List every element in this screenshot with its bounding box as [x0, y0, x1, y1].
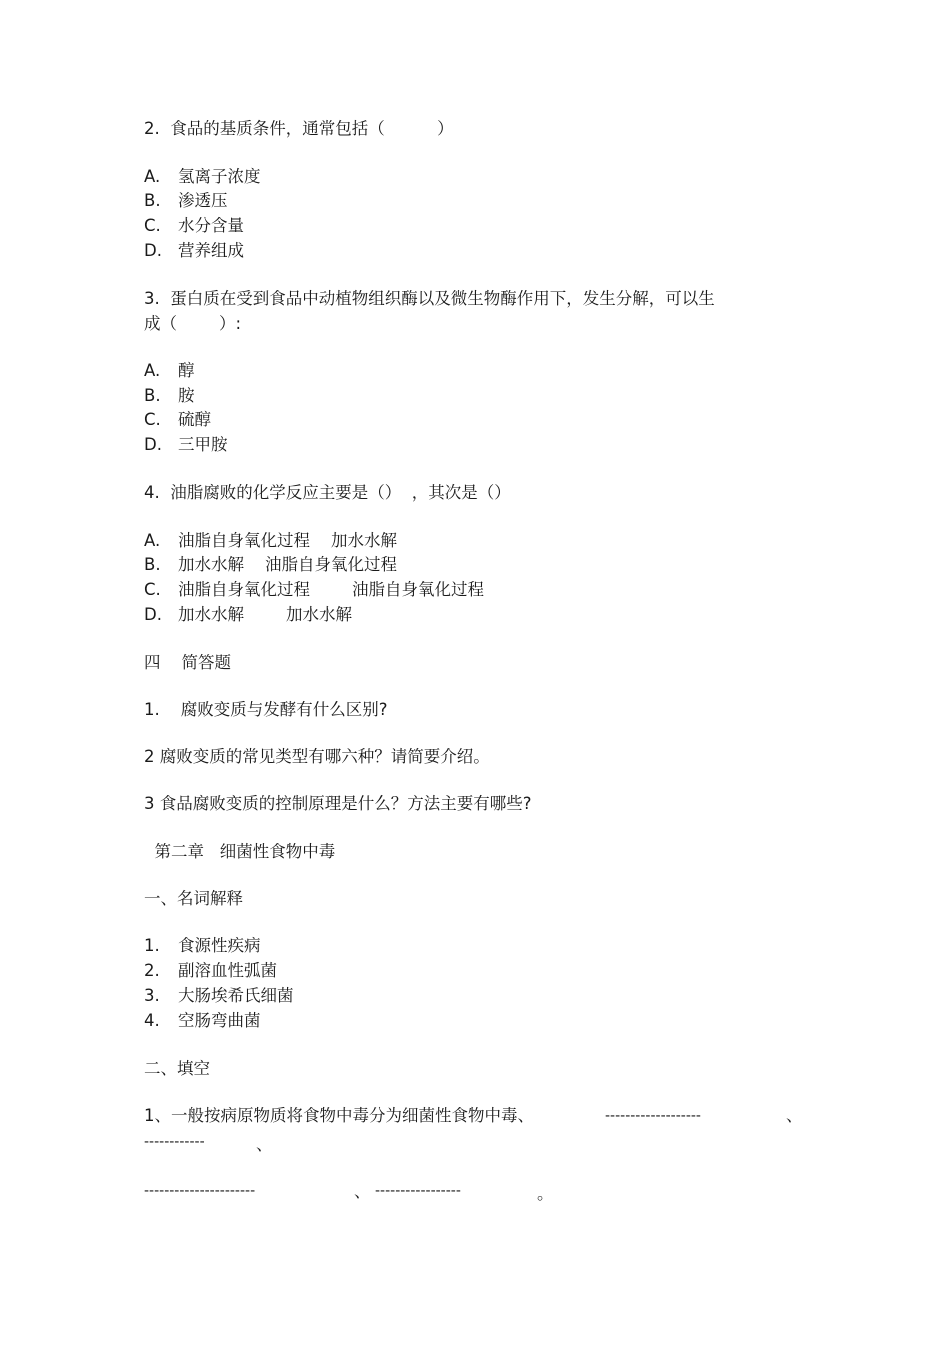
q3-option-a [144, 360, 195, 382]
term-text: 空肠弯曲菌 [178, 1011, 261, 1030]
fill-blank-3: ---------------------- [144, 1183, 256, 1199]
option-label: C. [144, 216, 161, 235]
term-4 [144, 1010, 261, 1032]
term-label: 4. [144, 1011, 160, 1030]
option-text: 三甲胺 [178, 435, 228, 454]
q2-option-d [144, 240, 244, 262]
term-3 [144, 985, 294, 1007]
option-label: D. [144, 605, 162, 624]
option-label: D. [144, 241, 162, 260]
short-answer-2: 2 腐败变质的常见类型有哪六种？请简要介绍。 [144, 747, 490, 766]
option-label: B. [144, 386, 161, 405]
q3-option-c [144, 409, 211, 431]
chapter-title: 第二章 细菌性食物中毒 [144, 842, 336, 861]
fill-end-mark: 。 [537, 1184, 554, 1203]
fill-separator: 、 [256, 1135, 273, 1154]
q2-stem: 2. 食品的基质条件，通常包括（ ） [144, 119, 454, 138]
q2-option-a [144, 166, 261, 188]
term-text: 大肠埃希氏细菌 [178, 986, 294, 1005]
option-text: 氢离子浓度 [178, 167, 261, 186]
q2-option-c [144, 215, 244, 237]
option-text: 加水水解 油脂自身氧化过程 [178, 555, 397, 574]
term-2 [144, 960, 277, 982]
option-label: B. [144, 555, 161, 574]
fill-blank-4: ----------------- [375, 1183, 461, 1199]
q4-option-d [144, 604, 352, 626]
option-label: A. [144, 531, 161, 550]
term-1 [144, 935, 261, 957]
q4-option-a [144, 530, 397, 552]
fill-question-1-text: 1、一般按病原物质将食物中毒分为细菌性食物中毒、 [144, 1106, 534, 1125]
option-text: 油脂自身氧化过程 油脂自身氧化过程 [178, 580, 484, 599]
q3-option-d [144, 434, 228, 456]
option-label: A. [144, 361, 161, 380]
option-text: 胺 [178, 386, 195, 405]
term-label: 3. [144, 986, 160, 1005]
section4-heading: 四 简答题 [144, 653, 231, 672]
fill-blank-2: ------------ [144, 1134, 205, 1150]
option-label: C. [144, 410, 161, 429]
option-label: D. [144, 435, 162, 454]
option-label: C. [144, 580, 161, 599]
q3-stem-line1: 3. 蛋白质在受到食品中动植物组织酶以及微生物酶作用下，发生分解，可以生 [144, 289, 715, 308]
fill-blank-1: ------------------- [605, 1108, 701, 1124]
option-text: 醇 [178, 361, 195, 380]
option-text: 加水水解 加水水解 [178, 605, 352, 624]
q3-option-b [144, 385, 195, 407]
q4-option-c [144, 579, 484, 601]
term-label: 1. [144, 936, 160, 955]
section2-heading: 二、填空 [144, 1059, 210, 1078]
fill-separator: 、 [786, 1106, 803, 1125]
term-text: 食源性疾病 [178, 936, 261, 955]
term-label: 2. [144, 961, 160, 980]
q4-option-b [144, 554, 397, 576]
option-text: 硫醇 [178, 410, 211, 429]
fill-separator: 、 [354, 1182, 371, 1201]
q4-stem: 4. 油脂腐败的化学反应主要是（） ，其次是（） [144, 483, 511, 502]
option-text: 油脂自身氧化过程 加水水解 [178, 531, 397, 550]
section1-heading: 一、名词解释 [144, 889, 243, 908]
option-text: 营养组成 [178, 241, 244, 260]
q3-stem-line2: 成（ ）: [144, 314, 242, 333]
option-text: 渗透压 [178, 191, 228, 210]
short-answer-3: 3 食品腐败变质的控制原理是什么？方法主要有哪些? [144, 794, 532, 813]
term-text: 副溶血性弧菌 [178, 961, 277, 980]
option-label: B. [144, 191, 161, 210]
short-answer-1: 1. 腐败变质与发酵有什么区别? [144, 700, 388, 719]
option-text: 水分含量 [178, 216, 244, 235]
option-label: A. [144, 167, 161, 186]
q2-option-b [144, 190, 228, 212]
